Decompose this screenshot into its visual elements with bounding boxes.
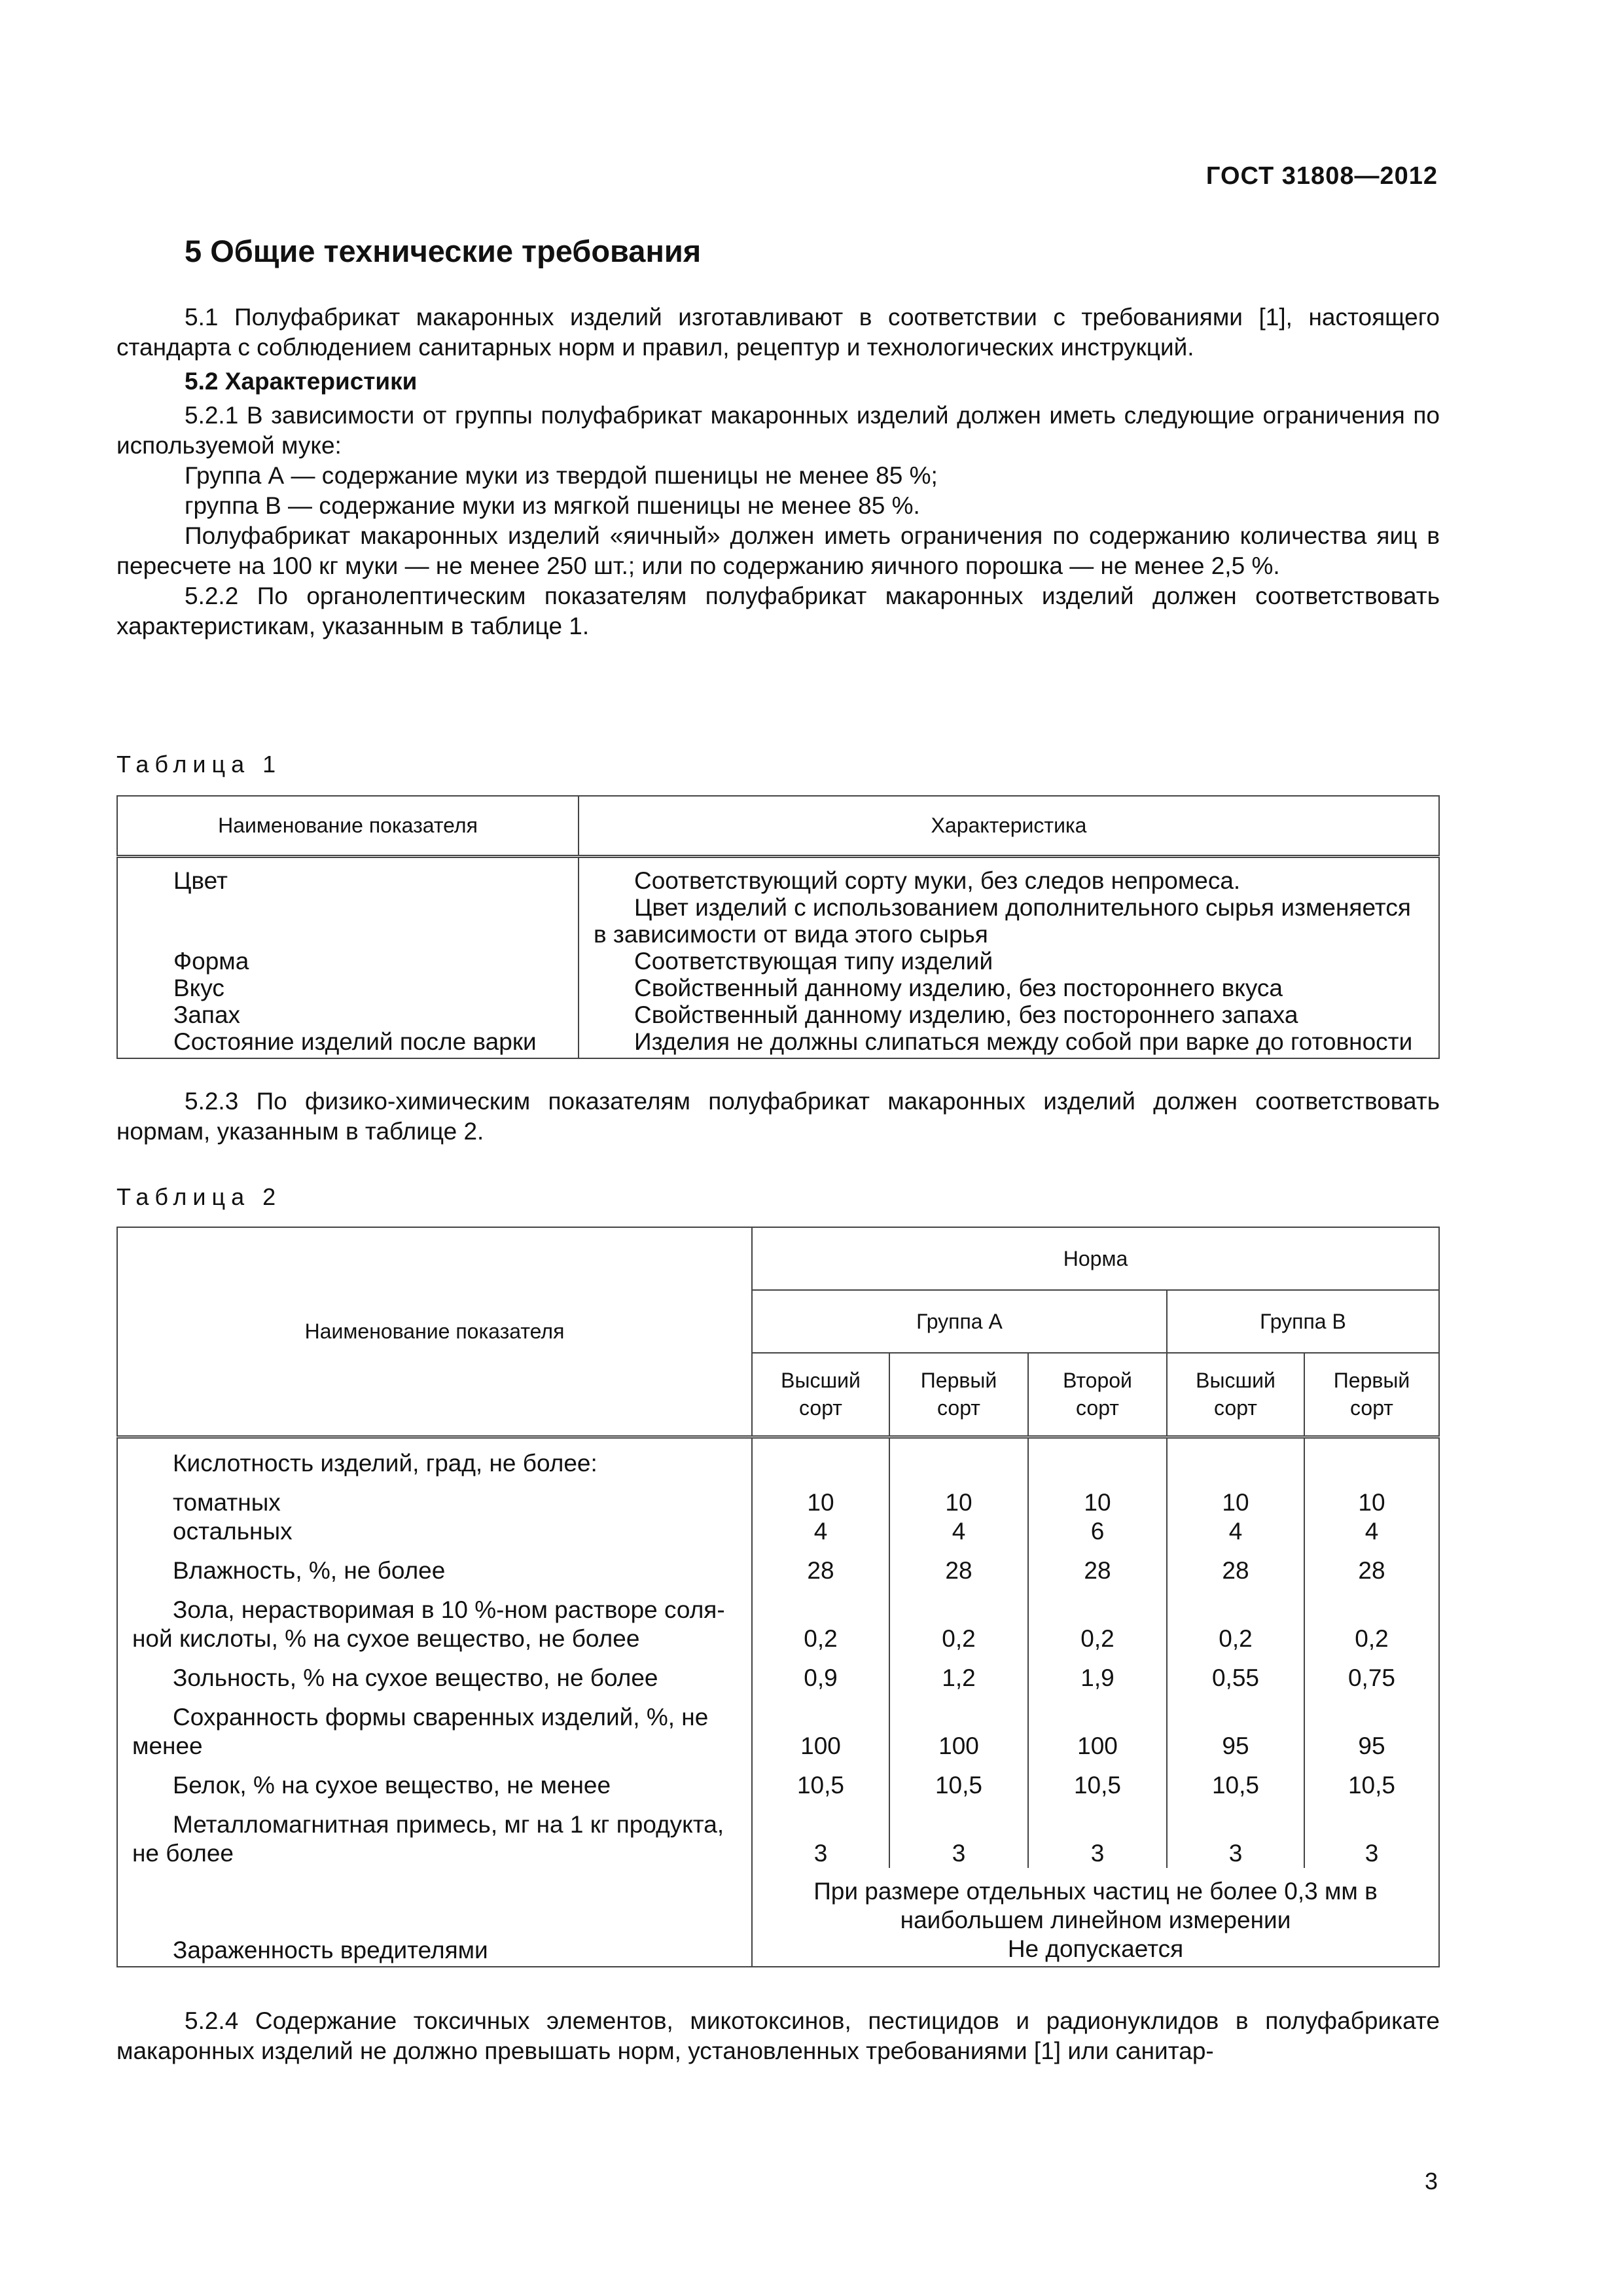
cell-value: 10	[945, 1488, 972, 1516]
table-cell	[889, 1437, 1028, 1546]
text-line: Белок, % на сухое вещество, не менее	[173, 1771, 611, 1799]
table-cell: 3	[889, 1800, 1028, 1868]
table1-characteristic	[579, 856, 1439, 948]
table-cell: 0,2	[752, 1585, 889, 1653]
row-label	[117, 1653, 752, 1693]
table-cell: 28	[1304, 1546, 1439, 1585]
cell-value: 10	[1358, 1488, 1385, 1516]
text-line: Не допускается	[1007, 1935, 1184, 1962]
table1-characteristic	[579, 1001, 1439, 1028]
table-row	[117, 1001, 1439, 1028]
text-line: менее	[132, 1732, 203, 1759]
table-cell: 1,9	[1028, 1653, 1167, 1693]
cell-value: 10	[1084, 1488, 1111, 1516]
table-cell: 3	[1304, 1800, 1439, 1868]
text-line: Зараженность вредителями	[173, 1936, 488, 1964]
table2-header-grade: Второй сорт	[1028, 1353, 1167, 1437]
page-number: 3	[1424, 2168, 1438, 2195]
text-line: Свойственный данному изделию, без постороннего вкуса	[634, 974, 1283, 1001]
table-cell	[1167, 1437, 1304, 1546]
table-cell	[752, 1437, 889, 1546]
table1-name: Форма	[117, 948, 579, 975]
text-line: Металломагнитная примесь, мг на 1 кг продукта,	[173, 1810, 724, 1838]
text-line: Зола, нерастворимая в 10 %-ном растворе соля-	[173, 1596, 725, 1623]
cell-value: 4	[1228, 1517, 1243, 1545]
text-line: Сохранность формы сваренных изделий, %, не	[173, 1703, 709, 1731]
table1-header-name: Наименование показателя	[117, 796, 579, 856]
row-label	[117, 1546, 752, 1585]
row-label	[117, 1800, 752, 1868]
table1	[116, 795, 1440, 1059]
table-cell: 3	[1167, 1800, 1304, 1868]
table-cell	[1304, 1437, 1439, 1546]
table1-characteristic	[579, 1028, 1439, 1058]
text-line: Соответствующий сорту муки, без следов непромеса.	[634, 867, 1241, 894]
paragraph-5-2-3: 5.2.3 По физико-химическим показателям полуфабрикат макаронных изделий должен соответствовать нормам, указанным в таблице 2.	[116, 1088, 1440, 1145]
table-cell: 0,9	[752, 1653, 889, 1693]
table1-caption: Таблица 1	[116, 751, 282, 778]
table2-header-group-b: Группа В	[1167, 1290, 1439, 1353]
table2-header-name: Наименование показателя	[117, 1227, 752, 1437]
table2-block	[116, 1182, 1440, 1967]
table-row	[117, 1761, 1439, 1800]
text-line: Влажность, %, не более	[173, 1556, 446, 1584]
text-line: Изделия не должны слипаться между собой при варке до готовности	[634, 1028, 1413, 1055]
table1-characteristic	[579, 948, 1439, 975]
table-cell	[1028, 1437, 1167, 1546]
table1-block	[116, 749, 1440, 1059]
text-line: Свойственный данному изделию, без постороннего запаха	[634, 1001, 1298, 1028]
cell-value: 4	[952, 1517, 966, 1545]
cell-value: 6	[1090, 1517, 1105, 1545]
table2-header-norm: Норма	[752, 1227, 1439, 1290]
table-cell: 0,55	[1167, 1653, 1304, 1693]
table-cell: 3	[1028, 1800, 1167, 1868]
table-row	[117, 1585, 1439, 1653]
table-cell: 10,5	[1167, 1761, 1304, 1800]
paragraph-5-2-2: 5.2.2 По органолептическим показателям полуфабрикат макаронных изделий должен соответствовать характеристикам, указанным в таблице 1.	[116, 583, 1440, 639]
text-line: не более	[132, 1839, 234, 1867]
text-line: остальных	[173, 1517, 293, 1545]
cell-value: 4	[813, 1517, 828, 1545]
acidity-label	[117, 1437, 752, 1546]
table-cell: 100	[1028, 1693, 1167, 1761]
table-row	[117, 1800, 1439, 1868]
text-block-lower	[116, 2006, 1440, 2066]
subsection-title: 5.2 Характеристики	[185, 368, 418, 395]
table-cell: 95	[1304, 1693, 1439, 1761]
table-cell: 0,2	[1028, 1585, 1167, 1653]
text-line: При размере отдельных частиц не более 0,3 мм в	[813, 1877, 1378, 1905]
text-line: наибольшем линейном измерении	[900, 1906, 1291, 1933]
paragraph-5-1: 5.1 Полуфабрикат макаронных изделий изготавливают в соответствии с требованиями [1], настоящего стандарта с соблюдением санитарных норм и правил, рецептур и технологических инструкций.	[116, 304, 1440, 361]
table2-caption: Таблица 2	[116, 1183, 282, 1210]
table-row	[117, 948, 1439, 975]
text-line: томатных	[173, 1488, 281, 1516]
table1-name: Вкус	[117, 975, 579, 1001]
table-cell: 100	[752, 1693, 889, 1761]
paragraph-5-2-4: 5.2.4 Содержание токсичных элементов, микотоксинов, пестицидов и радионуклидов в полуфабрикате макаронных изделий не должно превышать норм, установленных требованиями [1] или санитар-	[116, 2007, 1440, 2064]
table1-name: Запах	[117, 1001, 579, 1028]
text-block-upper	[116, 302, 1440, 641]
document-id: ГОСТ 31808—2012	[1205, 162, 1438, 190]
text-line: Цвет изделий с использованием дополнительного сырья изменяется	[634, 893, 1411, 921]
table-cell: 10,5	[752, 1761, 889, 1800]
table-cell: 0,2	[1167, 1585, 1304, 1653]
table-cell: 100	[889, 1693, 1028, 1761]
text-block-middle	[116, 1086, 1440, 1147]
table-cell: 28	[1028, 1546, 1167, 1585]
table-cell: 10,5	[1028, 1761, 1167, 1800]
table-cell: 1,2	[889, 1653, 1028, 1693]
table2-header-grade: Первый сорт	[889, 1353, 1028, 1437]
table-cell: 10,5	[889, 1761, 1028, 1800]
text-line: Кислотность изделий, град, не более:	[173, 1449, 597, 1477]
text-line: Соответствующая типу изделий	[634, 947, 993, 975]
table2-header-grade: Высший сорт	[752, 1353, 889, 1437]
table1-name: Цвет	[117, 856, 579, 948]
text-line: в зависимости от вида этого сырья	[594, 920, 988, 948]
table1-characteristic	[579, 975, 1439, 1001]
cell-value: 4	[1364, 1517, 1379, 1545]
table-cell	[752, 1868, 1439, 1967]
row-label	[117, 1761, 752, 1800]
row-label	[117, 1585, 752, 1653]
text-line: Зольность, % на сухое вещество, не более	[173, 1664, 658, 1691]
table-row	[117, 856, 1439, 948]
text-line: ной кислоты, % на сухое вещество, не более	[132, 1624, 640, 1652]
row-label	[117, 1693, 752, 1761]
table2-header-grade: Высший сорт	[1167, 1353, 1304, 1437]
egg-requirement: Полуфабрикат макаронных изделий «яичный» должен иметь ограничения по содержанию количества яиц в пересчете на 100 кг муки — не менее 250 шт.; или по содержанию яичного порошка — не менее 2,5 %.	[116, 522, 1440, 579]
cell-value: 10	[1222, 1488, 1249, 1516]
table2-header-group-a: Группа А	[752, 1290, 1167, 1353]
table-cell: 0,2	[889, 1585, 1028, 1653]
table-cell: 0,75	[1304, 1653, 1439, 1693]
table-cell: 95	[1167, 1693, 1304, 1761]
table-row	[117, 1868, 1439, 1967]
table-row	[117, 1653, 1439, 1693]
table-row	[117, 1028, 1439, 1058]
table-cell: 0,2	[1304, 1585, 1439, 1653]
table-cell: 10,5	[1304, 1761, 1439, 1800]
table-row	[117, 1437, 1439, 1546]
cell-value: 10	[807, 1488, 834, 1516]
table2-header-grade: Первый сорт	[1304, 1353, 1439, 1437]
table-cell: 28	[1167, 1546, 1304, 1585]
table1-name: Состояние изделий после варки	[117, 1028, 579, 1058]
table-cell: 3	[752, 1800, 889, 1868]
table-cell: 28	[752, 1546, 889, 1585]
table-row	[117, 1693, 1439, 1761]
section-title: 5 Общие технические требования	[185, 234, 702, 268]
group-a-requirement: Группа А — содержание муки из твердой пшеницы не менее 85 %;	[185, 462, 938, 489]
table-row	[117, 975, 1439, 1001]
table-row	[117, 1546, 1439, 1585]
group-b-requirement: группа В — содержание муки из мягкой пшеницы не менее 85 %.	[185, 492, 920, 519]
row-label	[117, 1868, 752, 1967]
table-cell: 28	[889, 1546, 1028, 1585]
table1-header-characteristic: Характеристика	[579, 796, 1439, 856]
table2	[116, 1227, 1440, 1967]
paragraph-5-2-1: 5.2.1 В зависимости от группы полуфабрикат макаронных изделий должен иметь следующие ограничения по используемой муке:	[116, 402, 1440, 459]
